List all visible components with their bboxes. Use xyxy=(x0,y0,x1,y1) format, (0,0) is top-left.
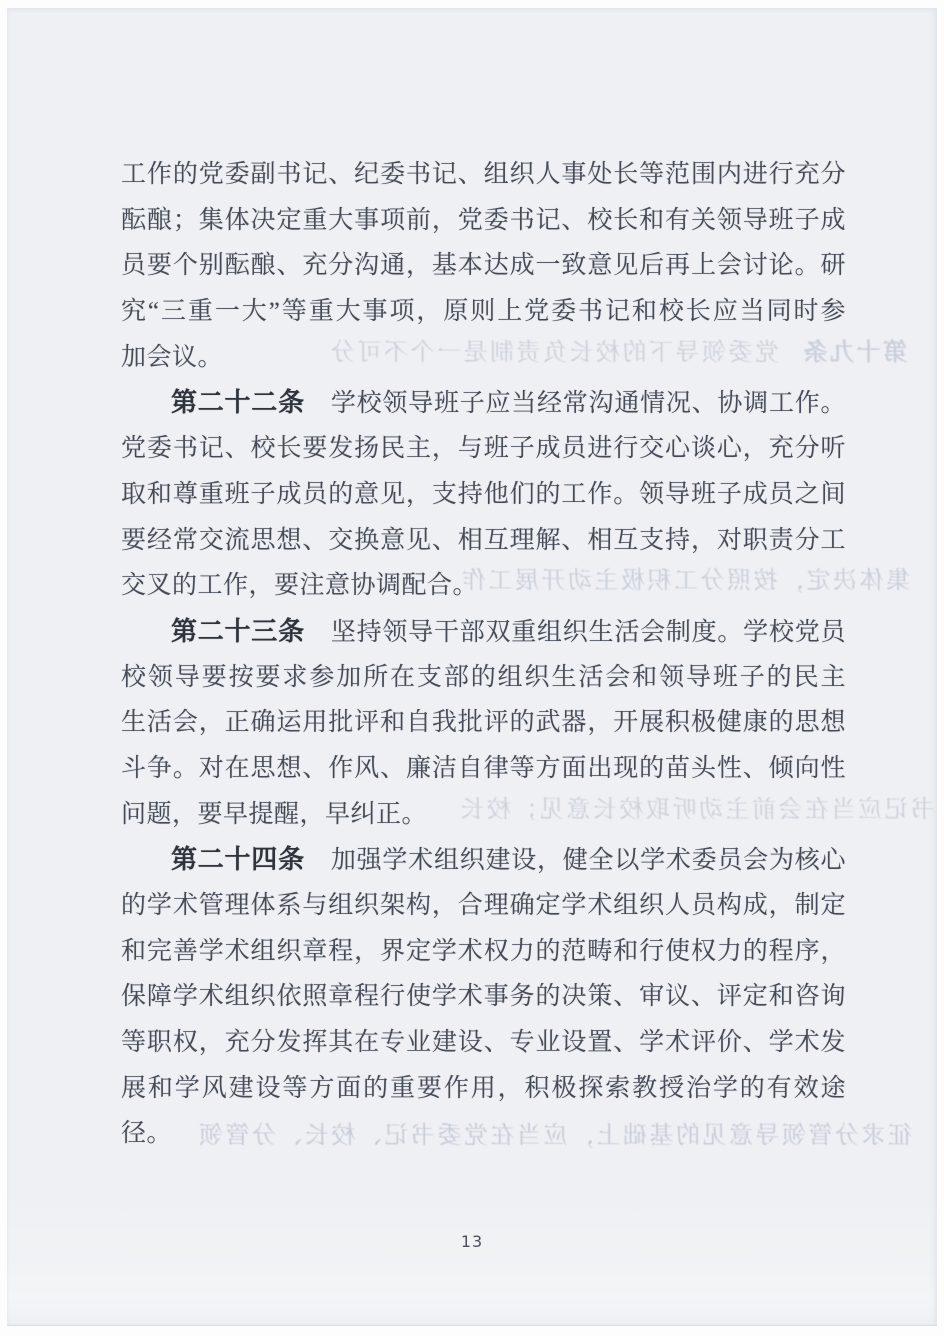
text-line: 径。 xyxy=(121,1120,173,1148)
text-line: 加会议。 xyxy=(121,343,224,371)
page-number: 13 xyxy=(460,1232,484,1251)
text-line: 第二十四条 加强学术组织建设，健全以学术委员会为核心 xyxy=(171,845,846,875)
bleedthrough-text: 党委领导下的校长负责制是一个不可分 xyxy=(328,340,779,366)
text-line: 第二十三条 坚持领导干部双重组织生活会制度。学校党员 xyxy=(171,616,846,646)
article-number: 第二十二条 xyxy=(171,388,305,418)
bleedthrough-text: 征求分管领导意见的基础上，应当在党委书记、校长、分管领 xyxy=(196,1123,912,1149)
text-line: 的学术管理体系与组织架构，合理确定学术组织人员构成，制定 xyxy=(121,892,846,919)
bleedthrough-text: 书记应当在会前主动听取校长意见；校长 xyxy=(458,797,935,823)
text-line: 问题，要早提醒，早纠正。 xyxy=(121,800,428,828)
text-line: 等职权，充分发挥其在专业建设、专业设置、学术评价、学术发 xyxy=(121,1029,846,1057)
article-number: 第二十四条 xyxy=(171,845,305,875)
text-line: 党委书记、校长要发扬民主，与班子成员进行交心谈心，充分听 xyxy=(121,435,846,463)
text-line: 展和学风建设等方面的重要作用，积极探索教授治学的有效途 xyxy=(121,1074,846,1102)
text-line: 斗争。对在思想、作风、廉洁自律等方面出现的苗头性、倾向性 xyxy=(121,754,846,782)
article-number: 第二十三条 xyxy=(171,616,305,646)
text-line: 要经常交流思想、交换意见、相互理解、相互支持，对职责分工 xyxy=(121,526,846,554)
text-line: 酝酿；集体决定重大事项前，党委书记、校长和有关领导班子成 xyxy=(121,206,846,234)
text-block xyxy=(121,152,846,1157)
text-line: 和完善学术组织章程，界定学术权力的范畴和行使权力的程序， xyxy=(121,937,846,965)
text-line: 保障学术组织依照章程行使学术事务的决策、审议、评定和咨询 xyxy=(121,983,846,1011)
text-line: 交叉的工作，要注意协调配合。 xyxy=(121,572,479,600)
bleedthrough-text: 集体决定，按照分工积极主动开展工作 xyxy=(459,568,910,594)
document-page xyxy=(7,8,937,1326)
text-line: 第二十二条 学校领导班子应当经常沟通情况、协调工作。 xyxy=(171,388,846,418)
text-line: 工作的党委副书记、纪委书记、组织人事处长等范围内进行充分 xyxy=(121,161,846,188)
bleedthrough-article-number: 第十九条 xyxy=(801,340,907,366)
text-line: 取和尊重班子成员的意见，支持他们的工作。领导班子成员之间 xyxy=(121,480,846,508)
text-line: 究“三重一大”等重大事项，原则上党委书记和校长应当同时参 xyxy=(121,298,846,326)
text-line: 生活会，正确运用批评和自我批评的武器，开展积极健康的思想 xyxy=(121,709,846,737)
text-line: 校领导要按要求参加所在支部的组织生活会和领导班子的民主 xyxy=(121,663,846,691)
text-line: 员要个别酝酿、充分沟通，基本达成一致意见后再上会讨论。研 xyxy=(121,252,846,280)
